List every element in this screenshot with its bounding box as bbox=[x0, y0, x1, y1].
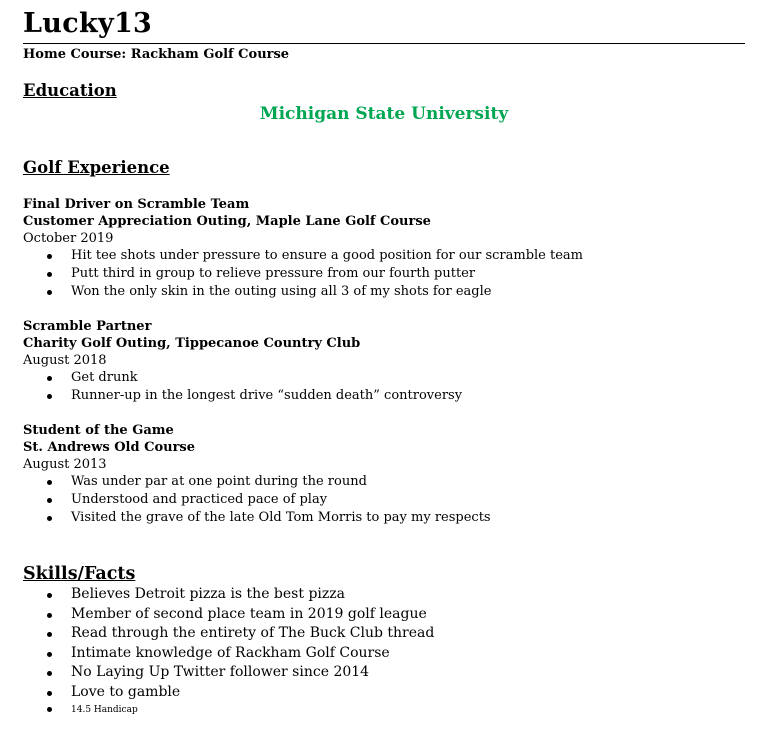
resume-name: Lucky13 bbox=[23, 8, 153, 39]
experience-entry bbox=[23, 422, 745, 527]
list-item bbox=[23, 265, 745, 283]
experience-role: Final Driver on Scramble Team bbox=[23, 197, 250, 212]
experience-event: Charity Golf Outing, Tippecanoe Country Club bbox=[23, 336, 361, 351]
list-item bbox=[23, 283, 745, 301]
experience-event: St. Andrews Old Course bbox=[23, 440, 196, 455]
list-item-text: Hit tee shots under pressure to ensure a good position for our scramble team bbox=[71, 248, 583, 263]
bullet-icon bbox=[47, 593, 52, 598]
school-name: Michigan State University bbox=[259, 104, 509, 124]
golf-experience-heading: Golf Experience bbox=[23, 158, 170, 177]
experience-date: August 2018 bbox=[23, 353, 107, 368]
experience-entry bbox=[23, 318, 745, 405]
bullet-icon bbox=[47, 394, 52, 399]
bullet-icon bbox=[47, 254, 52, 259]
list-item-text: Member of second place team in 2019 golf league bbox=[71, 605, 427, 622]
list-item bbox=[23, 369, 745, 387]
list-item bbox=[23, 624, 745, 644]
list-item-text: Understood and practiced pace of play bbox=[71, 492, 328, 507]
list-item-text: Putt third in group to relieve pressure from our fourth putter bbox=[71, 266, 476, 281]
list-item-text: Intimate knowledge of Rackham Golf Course bbox=[71, 644, 390, 661]
list-item-text: Runner-up in the longest drive “sudden death” controversy bbox=[71, 388, 463, 403]
list-item-text: Won the only skin in the outing using all 3 of my shots for eagle bbox=[71, 284, 492, 299]
list-item-text: Love to gamble bbox=[71, 683, 181, 700]
list-item-text: Get drunk bbox=[71, 370, 138, 385]
list-item bbox=[23, 644, 745, 664]
list-item bbox=[23, 509, 745, 527]
experience-date: October 2019 bbox=[23, 231, 114, 246]
list-item-text: Believes Detroit pizza is the best pizza bbox=[71, 586, 345, 602]
list-item bbox=[23, 387, 745, 405]
experience-bullets bbox=[23, 369, 745, 405]
experience-entry bbox=[23, 196, 745, 301]
list-item-text: Read through the entirety of The Buck Club thread bbox=[71, 625, 435, 642]
bullet-icon bbox=[47, 632, 52, 637]
list-item bbox=[23, 663, 745, 683]
experience-event: Customer Appreciation Outing, Maple Lane Golf Course bbox=[23, 214, 431, 229]
bullet-icon bbox=[47, 691, 52, 696]
bullet-icon bbox=[47, 480, 52, 485]
list-item bbox=[23, 247, 745, 265]
experience-role: Scramble Partner bbox=[23, 319, 152, 334]
bullet-icon bbox=[47, 707, 52, 712]
bullet-icon bbox=[47, 376, 52, 381]
experience-date: August 2013 bbox=[23, 457, 107, 472]
bullet-icon bbox=[47, 290, 52, 295]
home-course: Home Course: Rackham Golf Course bbox=[23, 47, 290, 62]
list-item bbox=[23, 683, 745, 703]
bullet-icon bbox=[47, 652, 52, 657]
bullet-icon bbox=[47, 613, 52, 618]
bullet-icon bbox=[47, 516, 52, 521]
experience-bullets bbox=[23, 247, 745, 301]
list-item-text: No Laying Up Twitter follower since 2014 bbox=[71, 664, 370, 681]
skills-heading: Skills/Facts bbox=[23, 564, 136, 584]
list-item bbox=[23, 491, 745, 509]
experience-bullets bbox=[23, 473, 745, 527]
list-item-text: Visited the grave of the late Old Tom Morris to pay my respects bbox=[71, 510, 491, 525]
skills-list bbox=[23, 585, 745, 717]
header-rule bbox=[23, 43, 745, 44]
experience-role: Student of the Game bbox=[23, 423, 174, 438]
list-item bbox=[23, 585, 745, 605]
list-item bbox=[23, 703, 745, 717]
list-item bbox=[23, 605, 745, 625]
list-item-text: 14.5 Handicap bbox=[71, 704, 138, 715]
education-heading: Education bbox=[23, 81, 117, 100]
bullet-icon bbox=[47, 498, 52, 503]
bullet-icon bbox=[47, 671, 52, 676]
list-item bbox=[23, 473, 745, 491]
resume-page bbox=[23, 0, 745, 717]
list-item-text: Was under par at one point during the round bbox=[71, 474, 367, 489]
bullet-icon bbox=[47, 272, 52, 277]
